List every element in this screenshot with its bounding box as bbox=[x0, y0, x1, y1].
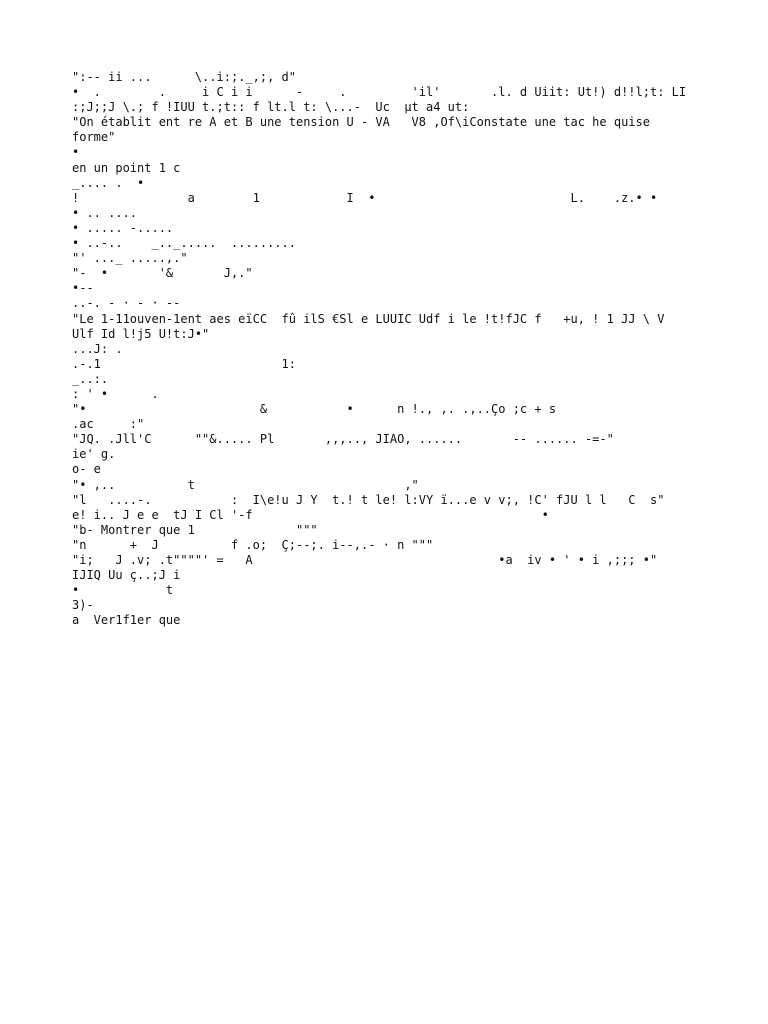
text-line: _..:. bbox=[72, 371, 109, 386]
text-line: en un point 1 c bbox=[72, 160, 181, 175]
text-line: ! a 1 I • L. .z.• • bbox=[72, 190, 658, 205]
text-line: • . . i C i i - . 'il' .l. d Uiit: Ut!) d!!l;t: LI bbox=[72, 85, 687, 100]
text-line: Ulf Id l!j5 U!t:J•" bbox=[72, 326, 210, 341]
text-line: .ac :" bbox=[72, 417, 145, 432]
text-line: _.... . • bbox=[72, 175, 145, 190]
text-line: • ..-.. _.._..... ......... bbox=[72, 236, 296, 251]
text-line: : ' • . bbox=[72, 386, 159, 401]
text-line: "• & • n !., ,. .,..Ço ;c + s bbox=[72, 402, 557, 417]
text-line: "' ..._ .....,." bbox=[72, 251, 188, 266]
text-line: ie' g. bbox=[72, 447, 116, 462]
text-line: o- e bbox=[72, 462, 101, 477]
text-line: •-- bbox=[72, 281, 94, 296]
text-line: "n + J f .o; Ç;--;. i--,.- · n """ bbox=[72, 537, 434, 552]
text-line: "JQ. .Jll'C ""&..... Pl ,,,.., JIAO, ...... -- ...... -=-" bbox=[72, 432, 614, 447]
text-line: "Le 1-11ouven-1ent aes eïCC fû ilS €Sl e LUUIC Udf i le !t!fJC f +u, ! 1 JJ \ V bbox=[72, 311, 665, 326]
text-line: .-.1 1: bbox=[72, 356, 296, 371]
text-line: "b- Montrer que 1 """ bbox=[72, 522, 318, 537]
ocr-text-block bbox=[72, 70, 702, 628]
text-line: ...J: . bbox=[72, 341, 123, 356]
text-line: a Ver1f1er que bbox=[72, 613, 181, 628]
text-line: :;J;;J \.; f !IUU t.;t:: f lt.l t: \...- Uc μt a4 ut: bbox=[72, 100, 470, 115]
text-line: ..-. - · - · -- bbox=[72, 296, 181, 311]
text-line: "i; J .v; .t""""' = A •a iv • ' • i ,;;; •" bbox=[72, 553, 658, 567]
text-line: "• ,.. t ," bbox=[72, 477, 419, 492]
text-line: ":-- ii ... \..i:;._,;, d" bbox=[72, 70, 296, 84]
text-line: IJIQ Uu ç..;J i bbox=[72, 568, 181, 583]
text-line: "- • '& J,." bbox=[72, 266, 253, 281]
text-line: "On établit ent re A et B une tension U - VA V8 ,Of\iConstate une tac he quise bbox=[72, 115, 650, 130]
text-line: • t bbox=[72, 583, 174, 598]
text-line: forme" bbox=[72, 130, 116, 145]
text-line: 3)- bbox=[72, 598, 94, 613]
text-line: • ..... -..... bbox=[72, 220, 174, 235]
text-line: e! i.. J e e tJ I Cl '-f • bbox=[72, 507, 549, 522]
text-line: • bbox=[72, 145, 80, 160]
text-line: • .. .... bbox=[72, 205, 138, 220]
text-line: "l ....-. : I\e!u J Y t.! t le! l:VY ï...e v v;, !C' fJU l l C s" bbox=[72, 492, 665, 507]
